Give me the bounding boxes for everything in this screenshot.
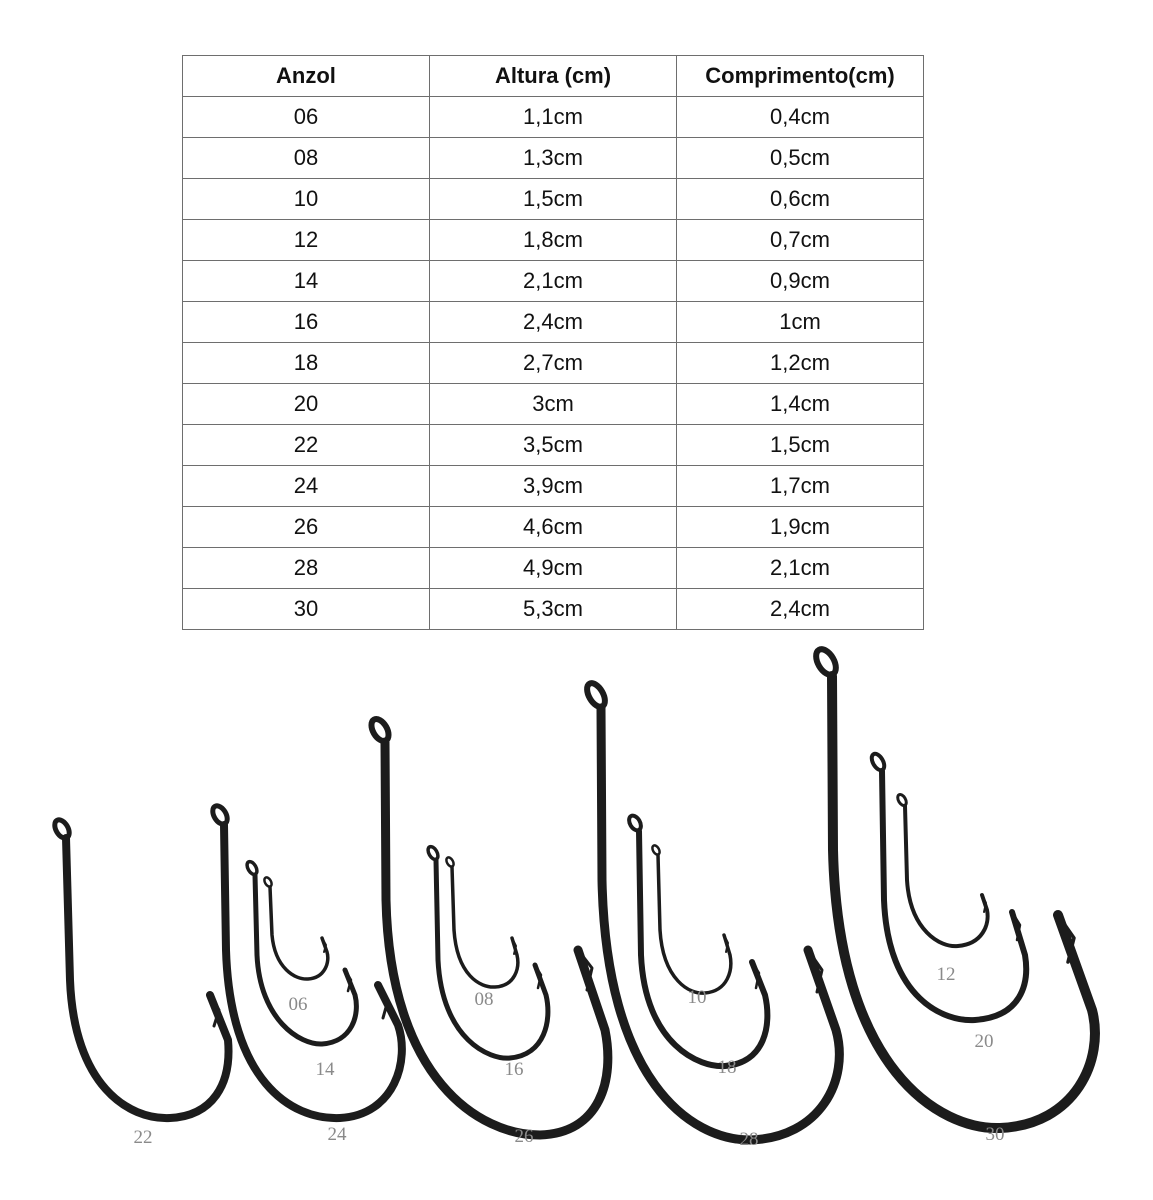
table-row [183,97,924,138]
cell-altura: 4,9cm [430,548,677,589]
cell-altura: 2,7cm [430,343,677,384]
cell-anzol: 24 [183,466,430,507]
cell-anzol: 20 [183,384,430,425]
hook-28-icon [583,680,839,1140]
cell-anzol: 26 [183,507,430,548]
table-header-row [183,56,924,97]
column-header-anzol: Anzol [183,56,430,97]
cell-comprimento: 1cm [677,302,924,343]
cell-anzol: 10 [183,179,430,220]
cell-altura: 1,5cm [430,179,677,220]
cell-anzol: 14 [183,261,430,302]
hook-label-08: 08 [474,989,494,1010]
table-row [183,548,924,589]
cell-comprimento: 1,9cm [677,507,924,548]
hook-06-icon [263,876,328,979]
cell-anzol: 22 [183,425,430,466]
cell-altura: 3cm [430,384,677,425]
cell-anzol: 28 [183,548,430,589]
cell-comprimento: 1,4cm [677,384,924,425]
table-row [183,507,924,548]
cell-comprimento: 0,5cm [677,138,924,179]
hook-label-14: 14 [315,1059,335,1080]
column-header-altura: Altura (cm) [430,56,677,97]
cell-altura: 1,3cm [430,138,677,179]
cell-altura: 1,8cm [430,220,677,261]
cell-anzol: 30 [183,589,430,630]
hook-label-16: 16 [504,1059,524,1080]
fishing-hooks-illustration [0,630,1153,1190]
cell-anzol: 08 [183,138,430,179]
table-row [183,261,924,302]
hook-label-10: 10 [687,987,707,1008]
table-row [183,589,924,630]
hook-14-icon [245,860,356,1044]
hook-16-icon [426,845,548,1058]
hook-18-icon [627,814,768,1067]
cell-comprimento: 0,6cm [677,179,924,220]
table-row [183,384,924,425]
table-row [183,220,924,261]
hook-size-table [182,55,924,630]
hook-08-icon [445,856,518,987]
hook-12-icon [896,793,988,946]
cell-anzol: 18 [183,343,430,384]
hook-label-24: 24 [327,1124,347,1145]
table-row [183,138,924,179]
cell-comprimento: 0,7cm [677,220,924,261]
column-header-comprimento: Comprimento(cm) [677,56,924,97]
cell-anzol: 12 [183,220,430,261]
hook-label-22: 22 [133,1127,153,1148]
cell-altura: 3,5cm [430,425,677,466]
cell-comprimento: 2,1cm [677,548,924,589]
table-row [183,343,924,384]
cell-altura: 5,3cm [430,589,677,630]
hook-label-20: 20 [974,1031,994,1052]
table-row [183,302,924,343]
cell-altura: 2,4cm [430,302,677,343]
hook-label-12: 12 [936,964,956,985]
table-row [183,179,924,220]
hook-26-icon [368,716,608,1135]
cell-altura: 4,6cm [430,507,677,548]
cell-comprimento: 0,9cm [677,261,924,302]
hook-label-28: 28 [739,1129,759,1150]
hook-24-icon [210,803,402,1118]
cell-comprimento: 2,4cm [677,589,924,630]
hook-label-30: 30 [985,1124,1005,1145]
hook-30-icon [812,646,1095,1128]
table-row [183,425,924,466]
hook-22-icon [52,817,229,1118]
hook-label-06: 06 [288,994,308,1015]
hook-label-18: 18 [717,1057,737,1078]
cell-altura: 2,1cm [430,261,677,302]
cell-comprimento: 0,4cm [677,97,924,138]
hook-label-26: 26 [514,1126,534,1147]
table-row [183,466,924,507]
cell-altura: 1,1cm [430,97,677,138]
cell-comprimento: 1,2cm [677,343,924,384]
cell-comprimento: 1,5cm [677,425,924,466]
cell-altura: 3,9cm [430,466,677,507]
cell-anzol: 16 [183,302,430,343]
hook-10-icon [651,844,731,993]
cell-anzol: 06 [183,97,430,138]
cell-comprimento: 1,7cm [677,466,924,507]
